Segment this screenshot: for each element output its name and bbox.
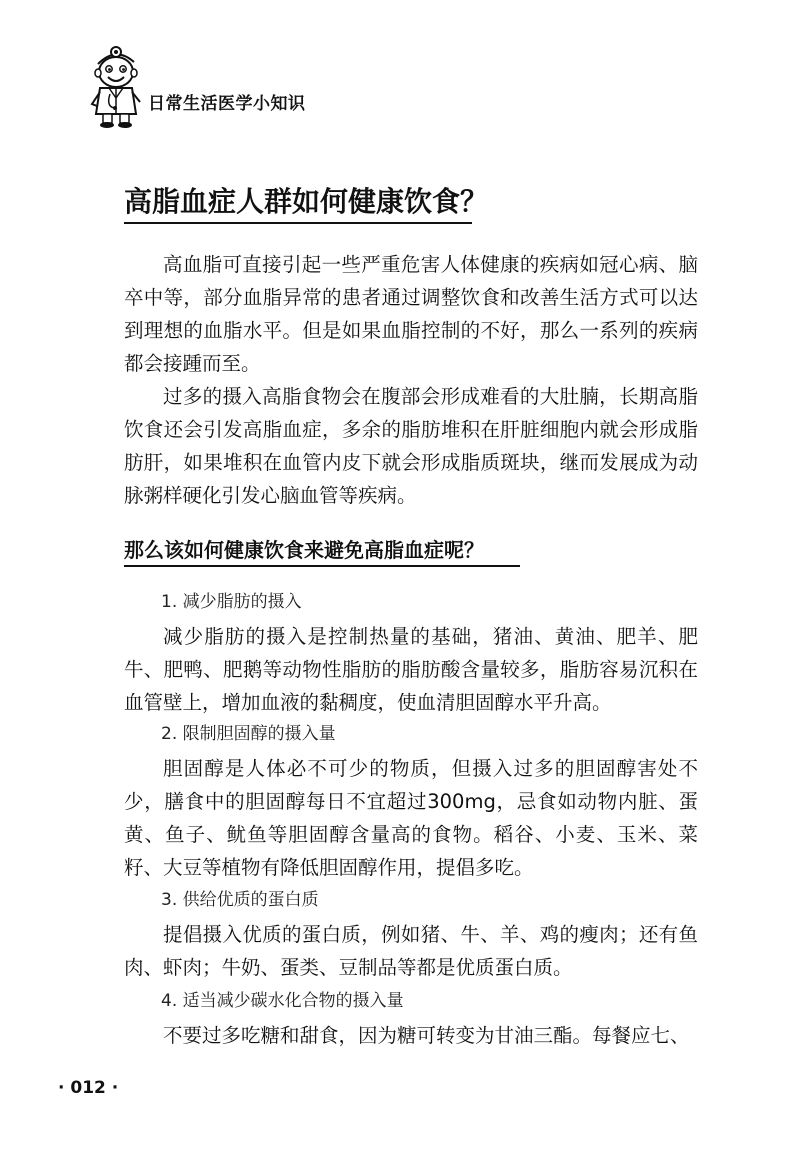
item-body: 提倡摄入优质的蛋白质，例如猪、牛、羊、鸡的瘦肉；还有鱼肉、虾肉；牛奶、蛋类、豆制品等都是优质蛋白质。 <box>124 923 698 979</box>
page-number: · 012 · <box>58 1078 119 1098</box>
item-body: 不要过多吃糖和甜食，因为糖可转变为甘油三酯。每餐应七、 <box>163 1024 690 1047</box>
intro-paragraph: 高血脂可直接引起一些严重危害人体健康的疾病如冠心病、脑卒中等，部分血脂异常的患者通过调整饮食和改善生活方式可以达到理想的血脂水平。但是如果血脂控制的不好，那么一系列的疾病都会接踵而至。 <box>124 253 698 375</box>
series-title: 日常生活医学小知识 <box>148 94 306 114</box>
item-heading: 3. 供给优质的蛋白质 <box>161 890 319 910</box>
item-body: 胆固醇是人体必不可少的物质，但摄入过多的胆固醇害处不少，膳食中的胆固醇每日不宜超过300mg，忌食如动物内脏、蛋黄、鱼子、鱿鱼等胆固醇含量高的食物。稻谷、小麦、玉米、菜籽、大豆等植物有降低胆固醇作用，提倡多吃。 <box>124 757 698 879</box>
intro-paragraph: 过多的摄入高脂食物会在腹部会形成难看的大肚腩，长期高脂饮食还会引发高脂血症，多余的脂肪堆积在肝脏细胞内就会形成脂肪肝，如果堆积在血管内皮下就会形成脂质斑块，继而发展成为动脉粥样硬化引发心脑血管等疾病。 <box>124 385 698 507</box>
item-heading: 2. 限制胆固醇的摄入量 <box>161 724 336 744</box>
page-title: 高脂血症人群如何健康饮食？ <box>124 185 489 218</box>
doctor-mascot-icon <box>88 44 144 128</box>
item-heading: 1. 减少脂肪的摄入 <box>161 592 302 612</box>
title-underline <box>124 222 472 224</box>
subtitle-underline <box>124 565 520 567</box>
section-subtitle: 那么该如何健康饮食来避免高脂血症呢？ <box>124 538 484 562</box>
item-heading: 4. 适当减少碳水化合物的摄入量 <box>161 991 404 1011</box>
item-body: 减少脂肪的摄入是控制热量的基础，猪油、黄油、肥羊、肥牛、肥鸭、肥鹅等动物性脂肪的脂肪酸含量较多，脂肪容易沉积在血管壁上，增加血液的黏稠度，使血清胆固醇水平升高。 <box>124 625 698 714</box>
